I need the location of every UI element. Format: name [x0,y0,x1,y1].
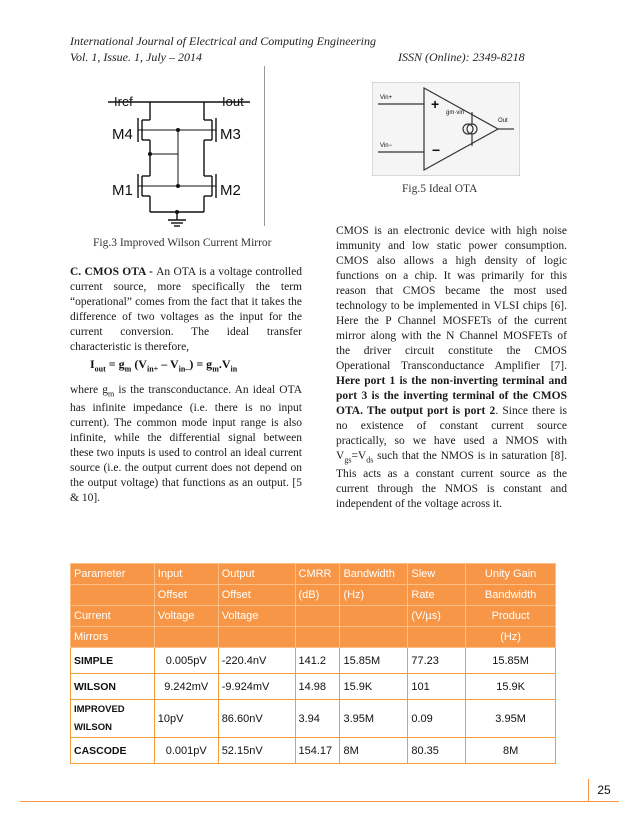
ota-impedance-paragraph: where $g_m$ is the transconductance. An ideal OTA has infinite impedance (i.e. there is no input current). The common mode input range is also infinite, while the differential signal between these two inputs is used to control an ideal current source (i.e. the output current does not depend on the output voltage) that functions as an output. [5 & 10]. [70,384,303,505]
figure-border [264,66,265,226]
journal-issn: ISSN (Online): 2349-8218 [398,50,525,64]
wilson-mirror-schematic [100,92,260,232]
ideal-ota-schematic [372,82,520,176]
fig3-caption: Fig.3 Improved Wilson Current Mirror [93,237,272,249]
left-column [70,265,302,355]
table-header-row: Mirrors (Hz) [71,627,556,648]
iout-label: Iout [222,94,244,109]
page-number: 25 [588,779,619,802]
cmos-description: CMOS is an electronic device with high noise immunity and low static power consumption. CMOS also allows a high density of logic functions on a chip. It was primarily for this reason that CMOS became the most used technology to be implemented in VLSI chips [6]. Here the P Channel MOSFETs of the current mirror along with the N Channel MOSFETs of the driver circuit constitute the CMOS Operational Transconductance Amplifier [7]. [336,225,567,372]
ota-plus-sign: + [431,96,440,112]
table-row: IMPROVED WILSON 10pV 86.60nV 3.94 3.95M 0.09 3.95M [71,700,556,738]
table-header-row: Parameter Input Output CMRR Bandwidth Slew Unity Gain [71,564,556,585]
m1-label: M1 [112,182,133,199]
ota-vin-neg-label: Vin− [380,143,393,149]
m2-label: M2 [220,182,241,199]
journal-title: International Journal of Electrical and Computing Engineering [70,34,376,48]
transfer-equation: $I_{out} = g_m$ $(V_{in+} - V_{in-}) = g_m.V_{in}$ [90,357,238,374]
m4-label: M4 [112,126,133,143]
table-row: CASCODE 0.001pV 52.15nV 154.17 8M 80.35 8M [71,738,556,764]
ota-vin-pos-label: Vin+ [380,95,393,101]
right-column: CMOS is an electronic device with high noise immunity and low static power consumption. CMOS also allows a high density of logic functions on a chip. It was primarily for this reason that CMOS became the most used technology to be implemented in VLSI chips [6]. Here the P Channel MOSFETs of the current mirror along with the N Channel MOSFETs of the driver circuit constitute the CMOS Operational Transconductance Amplifier [7]. Here port 1 is the non-inverting terminal and port 3 is the inverting terminal of the CMOS OTA. The output port is port 2. Since there is no existence of constant current source practically, so we have used a NMOS with $V_{gs}=V_{ds}$ such that the NMOS is in saturation [8]. This acts as a constant current source as the current through the NMOS is constant and independent of the voltage across it. [336,225,567,511]
ota-minus-sign: − [432,142,441,158]
section-heading-cmos-ota: C. CMOS OTA - [70,266,157,278]
journal-volume: Vol. 1, Issue. 1, July – 2014 [70,50,202,64]
ota-description: An OTA is a voltage controlled current source, more specifically the term “operational” comes from the fact that it takes the difference of two voltages as the input for the current conversion. The ideal transfer characteristic is therefore, [70,266,302,353]
table-header-row: Offset Offset (dB) (Hz) Rate Bandwidth [71,585,556,606]
fig5-caption: Fig.5 Ideal OTA [402,183,478,195]
ota-gm-label: gm·vin [446,110,465,116]
m3-label: M3 [220,126,241,143]
ota-out-label: Out [498,118,508,124]
table-row: WILSON 9.242mV -9.924mV 14.98 15.9K 101 15.9K [71,674,556,700]
port-definition: Here port 1 is the non-inverting terminal and port 3 is the inverting terminal of the CMOS OTA. The output port is port 2 [336,375,567,417]
table-row: SIMPLE 0.005pV -220.4nV 141.2 15.85M 77.23 15.85M [71,648,556,674]
current-mirror-parameter-table [70,563,556,764]
table-header-row: Current Voltage Voltage (V/µs) Product [71,606,556,627]
footer-rule [20,801,618,802]
iref-label: Iref [114,94,133,109]
